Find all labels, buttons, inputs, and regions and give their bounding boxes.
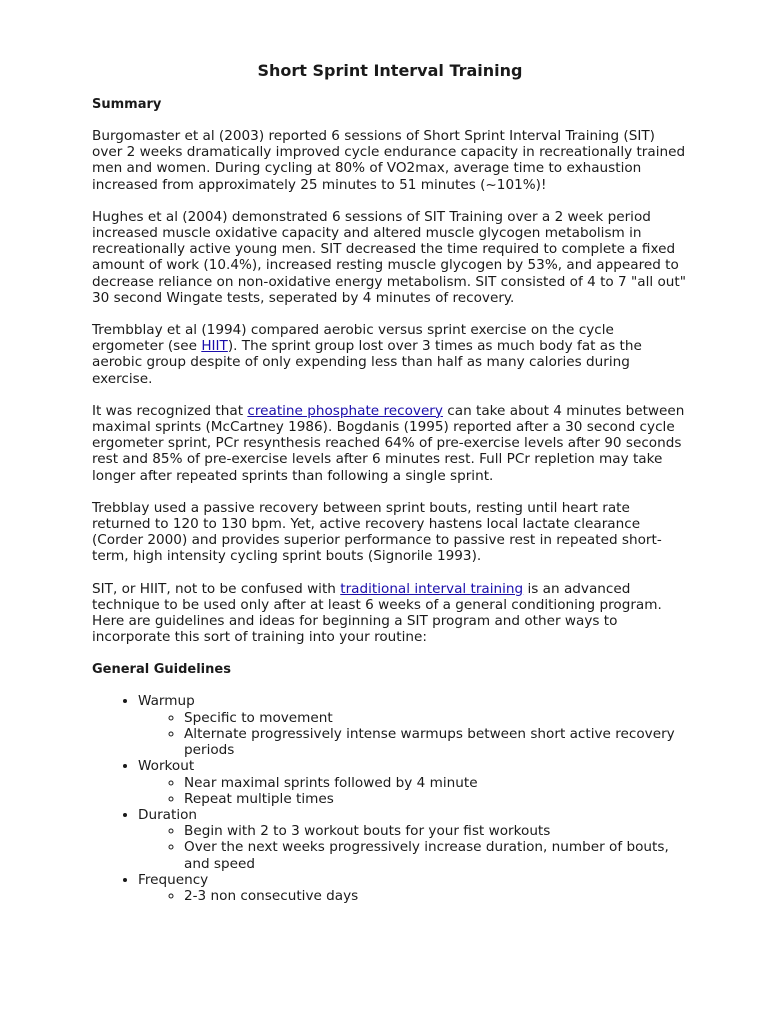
guidelines-list bbox=[92, 693, 688, 904]
paragraph-hughes: Hughes et al (2004) demonstrated 6 sessions of SIT Training over a 2 week period increased muscle oxidative capacity and altered muscle glycogen metabolism in recreationally active young men. SIT decreased the time required to complete a fixed amount of work (10.4%), increased resting muscle glycogen by 53%, and appeared to decrease reliance on non-oxidative energy metabolism. SIT consisted of 4 to 7 "all out" 30 second Wingate tests, seperated by 4 minutes of recovery. bbox=[92, 208, 686, 306]
paragraph-burgomaster: Burgomaster et al (2003) reported 6 sessions of Short Sprint Interval Training (SIT) over 2 weeks dramatically improved cycle endurance capacity in recreationally trained men and women. During cycling at 80% of VO2max, average time to exhaustion increased from approximately 25 minutes to 51 minutes (~101%)! bbox=[92, 128, 686, 193]
guideline-label: Duration bbox=[138, 806, 198, 823]
guideline-sublist bbox=[138, 823, 688, 872]
paragraph-text: It was recognized that bbox=[92, 402, 248, 419]
page-title: Short Sprint Interval Training bbox=[257, 61, 523, 80]
guideline-subitem: ◦ Begin with 2 to 3 workout bouts for your fist workouts bbox=[184, 823, 688, 839]
guideline-subitem: ◦ Over the next weeks progressively increase duration, number of bouts, and speed bbox=[184, 839, 688, 871]
guideline-workout bbox=[138, 758, 688, 807]
hiit-link[interactable]: HIIT bbox=[201, 338, 228, 355]
document-page bbox=[92, 60, 688, 904]
guideline-subitem: ◦ 2-3 non consecutive days bbox=[184, 888, 688, 904]
paragraph-text: Trembblay et al (1994) compared aerobic versus sprint exercise on the cycle ergometer (see bbox=[92, 322, 614, 355]
paragraph-trembblay bbox=[92, 322, 688, 387]
traditional-interval-training-link[interactable]: traditional interval training bbox=[340, 580, 524, 597]
guideline-frequency bbox=[138, 872, 688, 904]
guideline-duration bbox=[138, 807, 688, 872]
paragraph-trebblay: Trebblay used a passive recovery between sprint bouts, resting until heart rate returned to 120 to 130 bpm. Yet, active recovery hastens local lactate clearance (Corder 2000) and provides superior performance to passive rest in repeated short-term, high intensity cycling sprint bouts (Signorile 1993). bbox=[92, 499, 662, 565]
creatine-phosphate-recovery-link[interactable]: creatine phosphate recovery bbox=[247, 402, 443, 419]
general-guidelines-heading: General Guidelines bbox=[92, 662, 231, 678]
paragraph-text: can take about 4 minutes between maximal sprints (McCartney 1986). Bogdanis (1995) reported after a 30 second cycle ergometer sprint, PCr resynthesis reached 64% of pre-exercise levels after 90 seconds rest and 85% of pre-exercise levels after 6 minutes rest. Full PCr repletion may take longer after repeated sprints than following a single sprint. bbox=[92, 402, 685, 484]
guideline-label: Warmup bbox=[138, 693, 195, 710]
paragraph-sit-hiit bbox=[92, 581, 688, 646]
summary-heading: Summary bbox=[92, 97, 162, 112]
guideline-label: Frequency bbox=[138, 871, 209, 888]
guideline-subitem: ◦ Repeat multiple times bbox=[184, 791, 688, 807]
guideline-subitem: ◦ Alternate progressively intense warmups between short active recovery periods bbox=[184, 726, 688, 758]
paragraph-creatine bbox=[92, 403, 688, 484]
guideline-sublist bbox=[138, 888, 688, 904]
paragraph-text: is an advanced technique to be used only after at least 6 weeks of a general conditioning program. Here are guidelines and ideas for beginning a SIT program and other ways to incorporate this sort of training into your routine: bbox=[92, 580, 662, 646]
guideline-subitem: ◦ Near maximal sprints followed by 4 minute bbox=[184, 775, 688, 791]
guideline-label: Workout bbox=[138, 758, 195, 775]
guideline-subitem: ◦ Specific to movement bbox=[184, 710, 688, 726]
guideline-warmup bbox=[138, 693, 688, 758]
paragraph-text: SIT, or HIIT, not to be confused with bbox=[92, 580, 341, 597]
guideline-sublist bbox=[138, 775, 688, 807]
guideline-sublist bbox=[138, 710, 688, 759]
paragraph-text: ). The sprint group lost over 3 times as much body fat as the aerobic group despite of only expending less than half as many calories during exercise. bbox=[92, 338, 642, 387]
